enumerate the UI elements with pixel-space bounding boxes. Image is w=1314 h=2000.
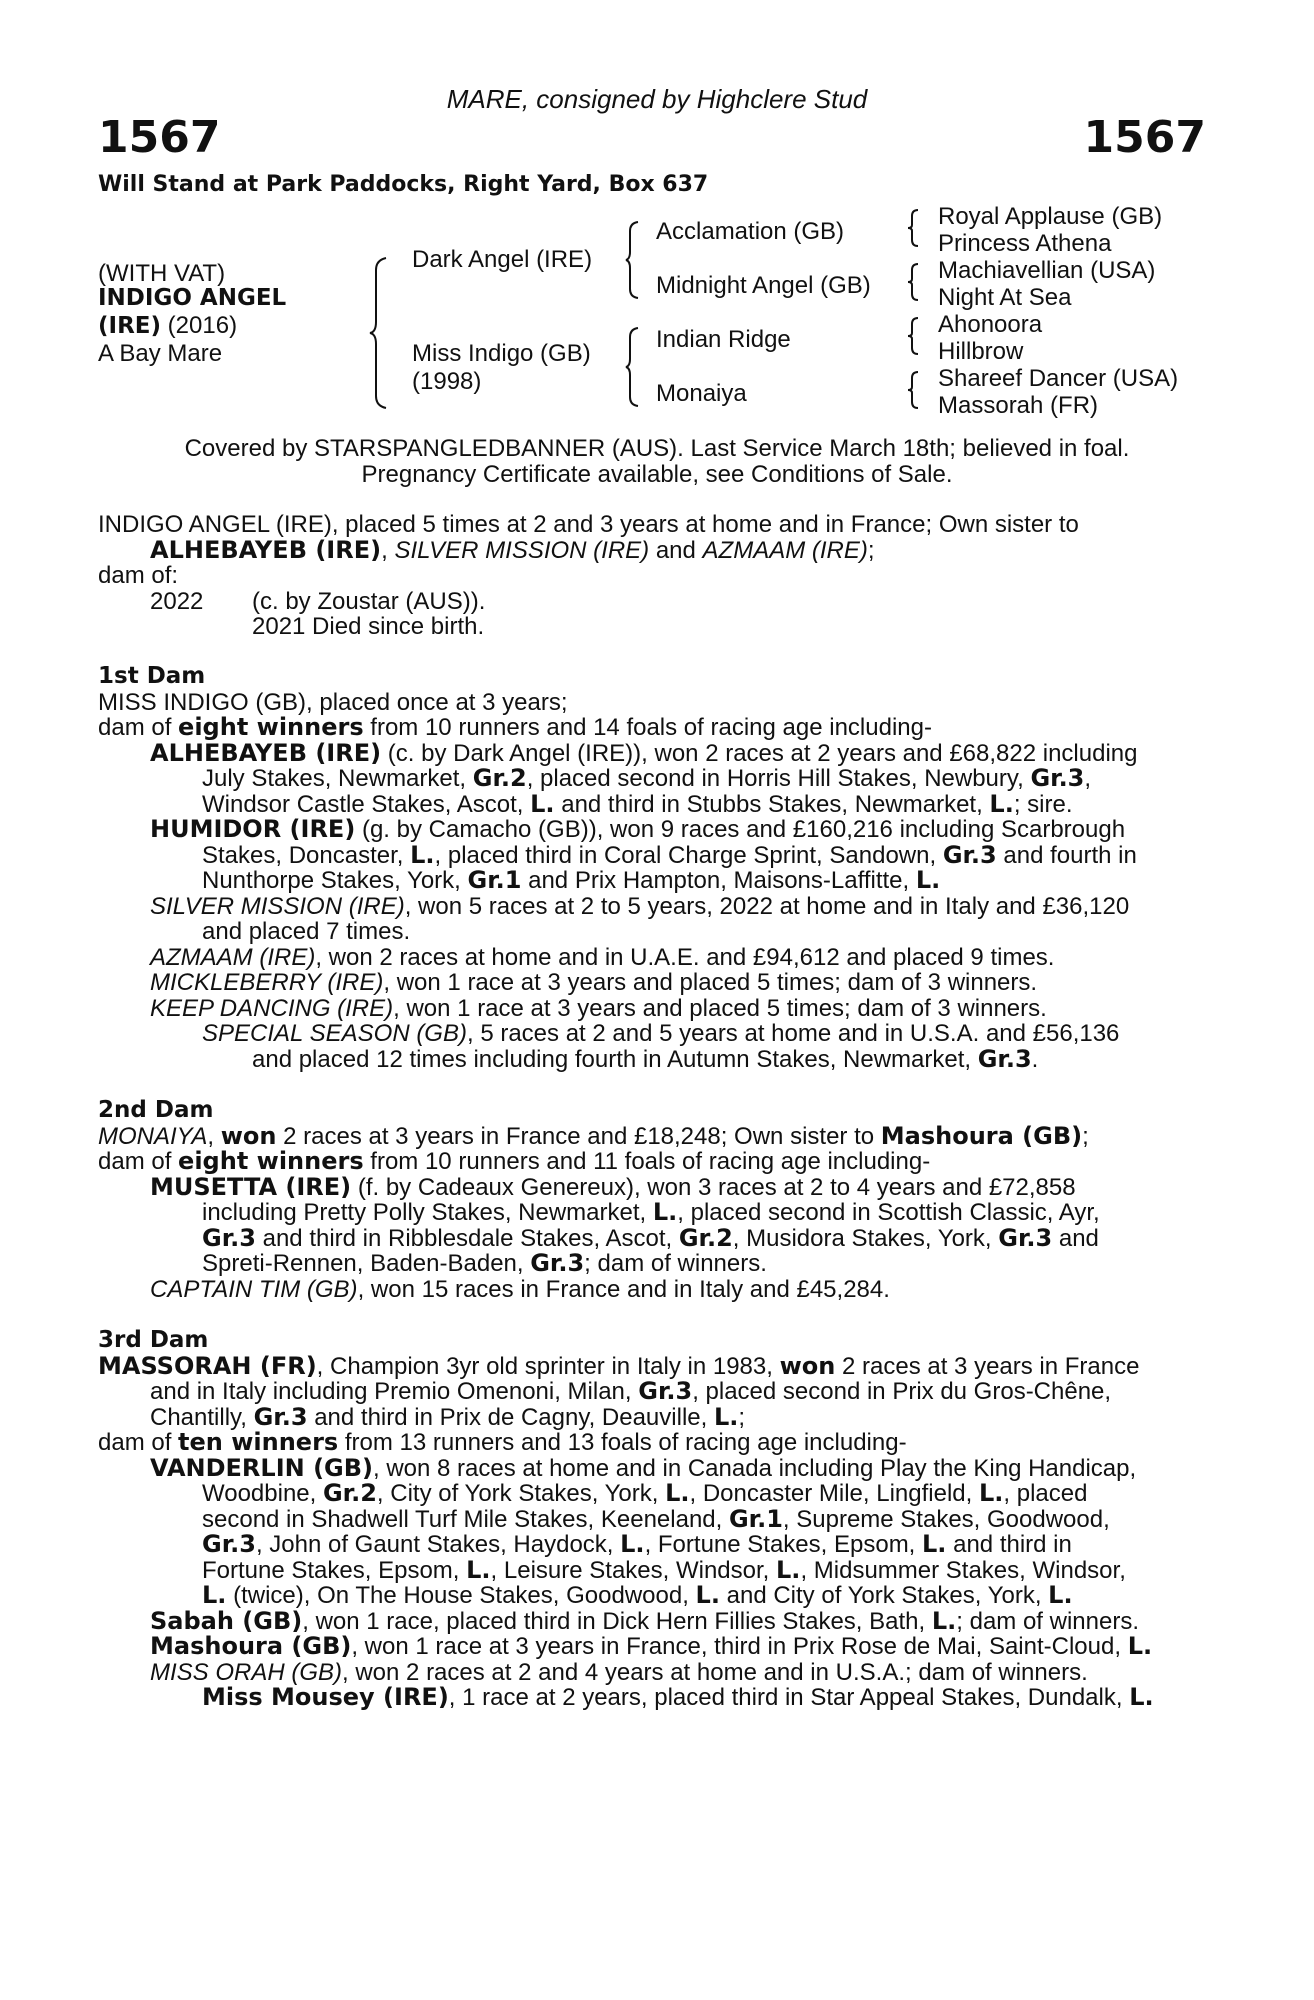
first-dam-line-10: and placed 7 times. [202, 918, 411, 945]
first-dam-line-8: Nunthorpe Stakes, York, Gr.1 and Prix Hampton, Maisons-Laffitte, L. [202, 866, 941, 894]
pedigree-bracket-ds [908, 316, 922, 356]
first-dam-line-7: Stakes, Doncaster, L., placed third in Coral Charge Sprint, Sandown, Gr.3 and fourth in [202, 840, 1137, 869]
pedigree-dam: Miss Indigo (GB) [412, 340, 591, 367]
stand-location: Will Stand at Park Paddocks, Right Yard, Box 637 [98, 172, 709, 197]
pedigree-bracket-ss [908, 208, 922, 248]
third-dam-line-10: L. (twice), On The House Stakes, Goodwood, L. and City of York Stakes, York, L. [202, 1581, 1073, 1609]
third-dam-line-6: Woodbine, Gr.2, City of York Stakes, York, L., Doncaster Mile, Lingfield, L., placed [202, 1479, 1088, 1507]
intro-line-1: INDIGO ANGEL (IRE), placed 5 times at 2 and 3 years at home and in France; Own sister to [98, 511, 1079, 538]
third-dam-line-7: second in Shadwell Turf Mile Stakes, Keeneland, Gr.1, Supreme Stakes, Goodwood, [202, 1504, 1110, 1533]
second-dam-line-6: Spreti-Rennen, Baden-Baden, Gr.3; dam of winners. [202, 1249, 767, 1277]
first-dam-line-6: HUMIDOR (IRE) (g. by Camacho (GB)), won 9 races and £160,216 including Scarbrough [150, 815, 1126, 843]
third-dam-line-12: Mashoura (GB), won 1 race at 3 years in France, third in Prix Rose de Mai, Saint-Cloud, L. [150, 1632, 1153, 1660]
covered-by-line: Covered by STARSPANGLEDBANNER (AUS). Last Service March 18th; believed in foal. [184, 435, 1130, 462]
pedigree-sds: Machiavellian (USA) [938, 257, 1156, 284]
pedigree-sire-sire: Acclamation (GB) [656, 218, 845, 245]
horse-description: A Bay Mare [98, 340, 223, 367]
first-dam-line-4: July Stakes, Newmarket, Gr.2, placed second in Horris Hill Stakes, Newbury, Gr.3, [202, 764, 1092, 792]
second-dam-line-2: dam of eight winners from 10 runners and 11 foals of racing age including- [98, 1147, 931, 1175]
vat-note: (WITH VAT) [98, 260, 226, 287]
lot-number-left: 1567 [98, 112, 221, 163]
third-dam-line-8: Gr.3, John of Gaunt Stakes, Haydock, L., Fortune Stakes, Epsom, L. and third in [202, 1530, 1072, 1558]
horse-name-suffix: (IRE) (2016) [98, 312, 238, 339]
third-dam-line-3: Chantilly, Gr.3 and third in Prix de Cagny, Deauville, L.; [150, 1402, 746, 1431]
first-dam-line-2: dam of eight winners from 10 runners and 14 foals of racing age including- [98, 713, 932, 741]
intro-produce-note: 2021 Died since birth. [252, 613, 485, 640]
lot-number-right: 1567 [1083, 112, 1206, 163]
first-dam-line-14: SPECIAL SEASON (GB), 5 races at 2 and 5 years at home and in U.S.A. and £56,136 [202, 1020, 1120, 1047]
pedigree-sire: Dark Angel (IRE) [412, 246, 593, 273]
third-dam-line-14: Miss Mousey (IRE), 1 race at 2 years, placed third in Star Appeal Stakes, Dundalk, L. [202, 1683, 1154, 1711]
second-dam-title: 2nd Dam [98, 1097, 214, 1123]
first-dam-line-5: Windsor Castle Stakes, Ascot, L. and third in Stubbs Stakes, Newmarket, L.; sire. [202, 789, 1073, 818]
second-dam-line-5: Gr.3 and third in Ribblesdale Stakes, Ascot, Gr.2, Musidora Stakes, York, Gr.3 and [202, 1223, 1099, 1252]
third-dam-line-4: dam of ten winners from 13 runners and 13 foals of racing age including- [98, 1428, 907, 1456]
intro-line-3: dam of: [98, 562, 179, 589]
intro-line-2: ALHEBAYEB (IRE), SILVER MISSION (IRE) and AZMAAM (IRE); [150, 535, 875, 564]
pedigree-bracket-dam [626, 326, 642, 408]
horse-name: INDIGO ANGEL [98, 285, 287, 311]
third-dam-line-1: MASSORAH (FR), Champion 3yr old sprinter in Italy in 1983, won 2 races at 3 years in France [98, 1351, 1140, 1380]
pedigree-bracket-sire [626, 220, 642, 300]
pedigree-sire-dam: Midnight Angel (GB) [656, 272, 871, 299]
third-dam-line-11: Sabah (GB), won 1 race, placed third in Dick Hern Fillies Stakes, Bath, L.; dam of winners. [150, 1606, 1140, 1635]
third-dam-line-5: VANDERLIN (GB), won 8 races at home and in Canada including Play the King Handicap, [150, 1453, 1137, 1482]
pedigree-sdd: Night At Sea [938, 284, 1072, 311]
first-dam-line-1: MISS INDIGO (GB), placed once at 3 years; [98, 688, 568, 716]
pedigree-ssd: Princess Athena [938, 230, 1112, 257]
third-dam-title: 3rd Dam [98, 1327, 209, 1353]
pedigree-bracket-main [370, 256, 390, 410]
third-dam-line-2: and in Italy including Premio Omenoni, Milan, Gr.3, placed second in Prix du Gros-Chêne, [150, 1377, 1112, 1405]
first-dam-line-13: KEEP DANCING (IRE), won 1 race at 3 years and placed 5 times; dam of 3 winners. [150, 994, 1047, 1022]
pedigree-dam-sire: Indian Ridge [656, 326, 791, 353]
second-dam-line-1: MONAIYA, won 2 races at 3 years in France and £18,248; Own sister to Mashoura (GB); [98, 1121, 1089, 1150]
pedigree-dam-dam: Monaiya [656, 380, 747, 407]
first-dam-line-3: ALHEBAYEB (IRE) (c. by Dark Angel (IRE)), won 2 races at 2 years and £68,822 including [150, 738, 1138, 767]
pedigree-dsd: Hillbrow [938, 338, 1024, 365]
pedigree-dds: Shareef Dancer (USA) [938, 365, 1179, 392]
third-dam-line-9: Fortune Stakes, Epsom, L., Leisure Stakes, Windsor, L., Midsummer Stakes, Windsor, [202, 1555, 1126, 1584]
intro-produce-detail: (c. by Zoustar (AUS)). [252, 587, 486, 615]
second-dam-line-7: CAPTAIN TIM (GB), won 15 races in France and in Italy and £45,284. [150, 1275, 890, 1303]
pedigree-sss: Royal Applause (GB) [938, 203, 1163, 230]
second-dam-line-3: MUSETTA (IRE) (f. by Cadeaux Genereux), won 3 races at 2 to 4 years and £72,858 [150, 1172, 1076, 1201]
first-dam-line-9: SILVER MISSION (IRE), won 5 races at 2 to 5 years, 2022 at home and in Italy and £36,120 [150, 892, 1130, 920]
pregnancy-certificate-line: Pregnancy Certificate available, see Conditions of Sale. [361, 461, 953, 488]
pedigree-ddd: Massorah (FR) [938, 392, 1099, 419]
pedigree-dss: Ahonoora [938, 311, 1043, 338]
pedigree-bracket-dd [908, 370, 922, 410]
pedigree-dam-year: (1998) [412, 368, 482, 395]
second-dam-line-4: including Pretty Polly Stakes, Newmarket, L., placed second in Scottish Classic, Ayr, [202, 1198, 1100, 1226]
intro-produce-year: 2022 [150, 587, 204, 615]
first-dam-line-12: MICKLEBERRY (IRE), won 1 race at 3 years and placed 5 times; dam of 3 winners. [150, 969, 1038, 996]
first-dam-line-11: AZMAAM (IRE), won 2 races at home and in U.A.E. and £94,612 and placed 9 times. [150, 943, 1055, 971]
first-dam-line-15: and placed 12 times including fourth in Autumn Stakes, Newmarket, Gr.3. [252, 1044, 1039, 1073]
consignor-line: MARE, consigned by Highclere Stud [446, 84, 868, 114]
first-dam-title: 1st Dam [98, 663, 206, 689]
third-dam-line-13: MISS ORAH (GB), won 2 races at 2 and 4 years at home and in U.S.A.; dam of winners. [150, 1658, 1088, 1686]
pedigree-bracket-sd [908, 262, 922, 302]
